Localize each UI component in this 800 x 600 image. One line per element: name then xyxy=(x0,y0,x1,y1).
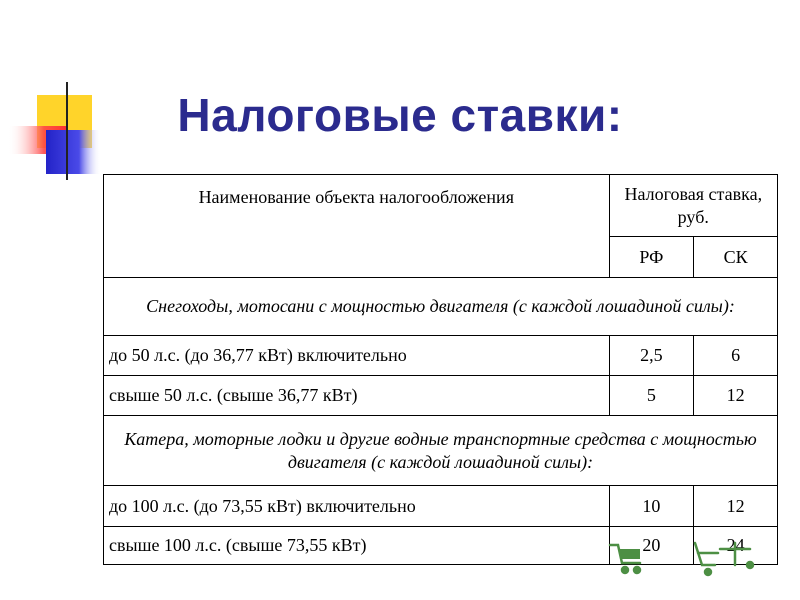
header-object-name: Наименование объекта налогообложения xyxy=(104,175,610,278)
page-title: Налоговые ставки: xyxy=(177,89,623,141)
header-sk: СК xyxy=(694,237,778,278)
row-sk: 12 xyxy=(694,486,778,527)
tax-rates-table xyxy=(103,174,778,565)
row-sk: 24 xyxy=(694,527,778,565)
row-rf: 5 xyxy=(609,376,694,416)
row-name: до 50 л.с. (до 36,77 кВт) включительно xyxy=(104,336,610,376)
row-rf: 2,5 xyxy=(609,336,694,376)
row-name: свыше 100 л.с. (свыше 73,55 кВт) xyxy=(104,527,610,565)
section-row-boats xyxy=(104,416,778,486)
row-sk: 6 xyxy=(694,336,778,376)
table-row xyxy=(104,527,778,565)
row-rf: 20 xyxy=(609,527,694,565)
table-row xyxy=(104,376,778,416)
row-name: до 100 л.с. (до 73,55 кВт) включительно xyxy=(104,486,610,527)
row-name: свыше 50 л.с. (свыше 36,77 кВт) xyxy=(104,376,610,416)
header-tax-rate: Налоговая ставка, руб. xyxy=(609,175,777,237)
table-row xyxy=(104,486,778,527)
header-rf: РФ xyxy=(609,237,694,278)
table-row xyxy=(104,336,778,376)
row-rf: 10 xyxy=(609,486,694,527)
section-row-snowmobiles xyxy=(104,278,778,336)
section-title: Катера, моторные лодки и другие водные транспортные средства с мощностью двигателя (с каждой лошадиной силы): xyxy=(104,416,778,486)
section-title: Снегоходы, мотосани с мощностью двигателя (с каждой лошадиной силы): xyxy=(104,278,778,336)
row-sk: 12 xyxy=(694,376,778,416)
table-header-row xyxy=(104,175,778,237)
